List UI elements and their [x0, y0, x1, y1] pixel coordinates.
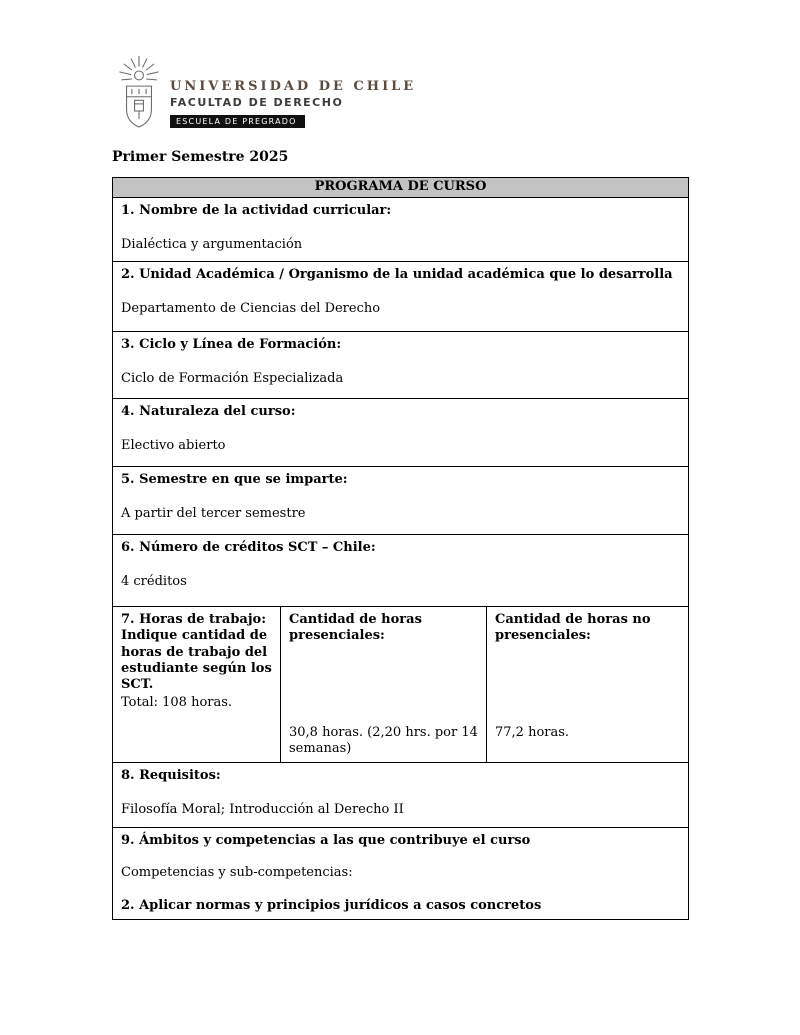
row-value: Electivo abierto	[121, 438, 226, 454]
no-presencial-label: Cantidad de horas no presenciales:	[495, 612, 651, 644]
letterhead	[112, 55, 688, 135]
presencial-value: 30,8 horas. (2,20 hrs. por 14 semanas)	[289, 724, 478, 756]
row-value: Dialéctica y argumentación	[121, 237, 303, 253]
university-crest-icon	[112, 55, 166, 135]
faculty-name: FACULTAD DE DERECHO	[170, 96, 344, 109]
course-program-table	[112, 177, 689, 920]
ambitos-row	[113, 828, 689, 920]
table-row	[113, 262, 689, 332]
presencial-label: Cantidad de horas presenciales:	[289, 612, 422, 644]
row-value: Ciclo de Formación Especializada	[121, 371, 344, 387]
semester-heading: Primer Semestre 2025	[112, 149, 289, 165]
hours-row	[113, 607, 689, 763]
row-label: 9. Ámbitos y competencias a las que contribuye el curso	[121, 833, 531, 848]
table-row	[113, 198, 689, 262]
row-label: 6. Número de créditos SCT – Chile:	[121, 540, 376, 555]
requisitos-row	[113, 763, 689, 828]
hours-total: Total: 108 horas.	[121, 695, 233, 711]
row-value: Departamento de Ciencias del Derecho	[121, 301, 381, 317]
row-value: A partir del tercer semestre	[121, 506, 306, 522]
competencias-intro: Competencias y sub-competencias:	[121, 865, 353, 881]
row-label: 4. Naturaleza del curso:	[121, 404, 296, 419]
table-row	[113, 332, 689, 399]
hours-no-presencial-cell	[487, 607, 689, 763]
row-value: 4 créditos	[121, 574, 187, 590]
letterhead-text	[170, 55, 416, 128]
row-label: 1. Nombre de la actividad curricular:	[121, 203, 392, 218]
table-row	[113, 535, 689, 607]
hours-presencial-cell	[281, 607, 487, 763]
table-row	[113, 467, 689, 535]
row-label: 3. Ciclo y Línea de Formación:	[121, 337, 342, 352]
row-value: Filosofía Moral; Introducción al Derecho II	[121, 802, 404, 818]
row-label: 2. Unidad Académica / Organismo de la unidad académica que lo desarrolla	[121, 267, 673, 282]
university-name: UNIVERSIDAD DE CHILE	[170, 79, 417, 94]
competencia-item: 2. Aplicar normas y principios jurídicos a casos concretos	[121, 897, 542, 913]
no-presencial-value: 77,2 horas.	[495, 724, 570, 740]
row-label: 8. Requisitos:	[121, 768, 221, 783]
hours-label-cell	[113, 607, 281, 763]
school-banner: ESCUELA DE PREGRADO	[170, 115, 305, 128]
hours-label: 7. Horas de trabajo: Indique cantidad de horas de trabajo del estudiante según los SCT.	[121, 612, 272, 692]
table-title-row	[113, 178, 689, 198]
table-row	[113, 399, 689, 467]
row-label: 5. Semestre en que se imparte:	[121, 472, 348, 487]
table-title: PROGRAMA DE CURSO	[113, 178, 689, 198]
